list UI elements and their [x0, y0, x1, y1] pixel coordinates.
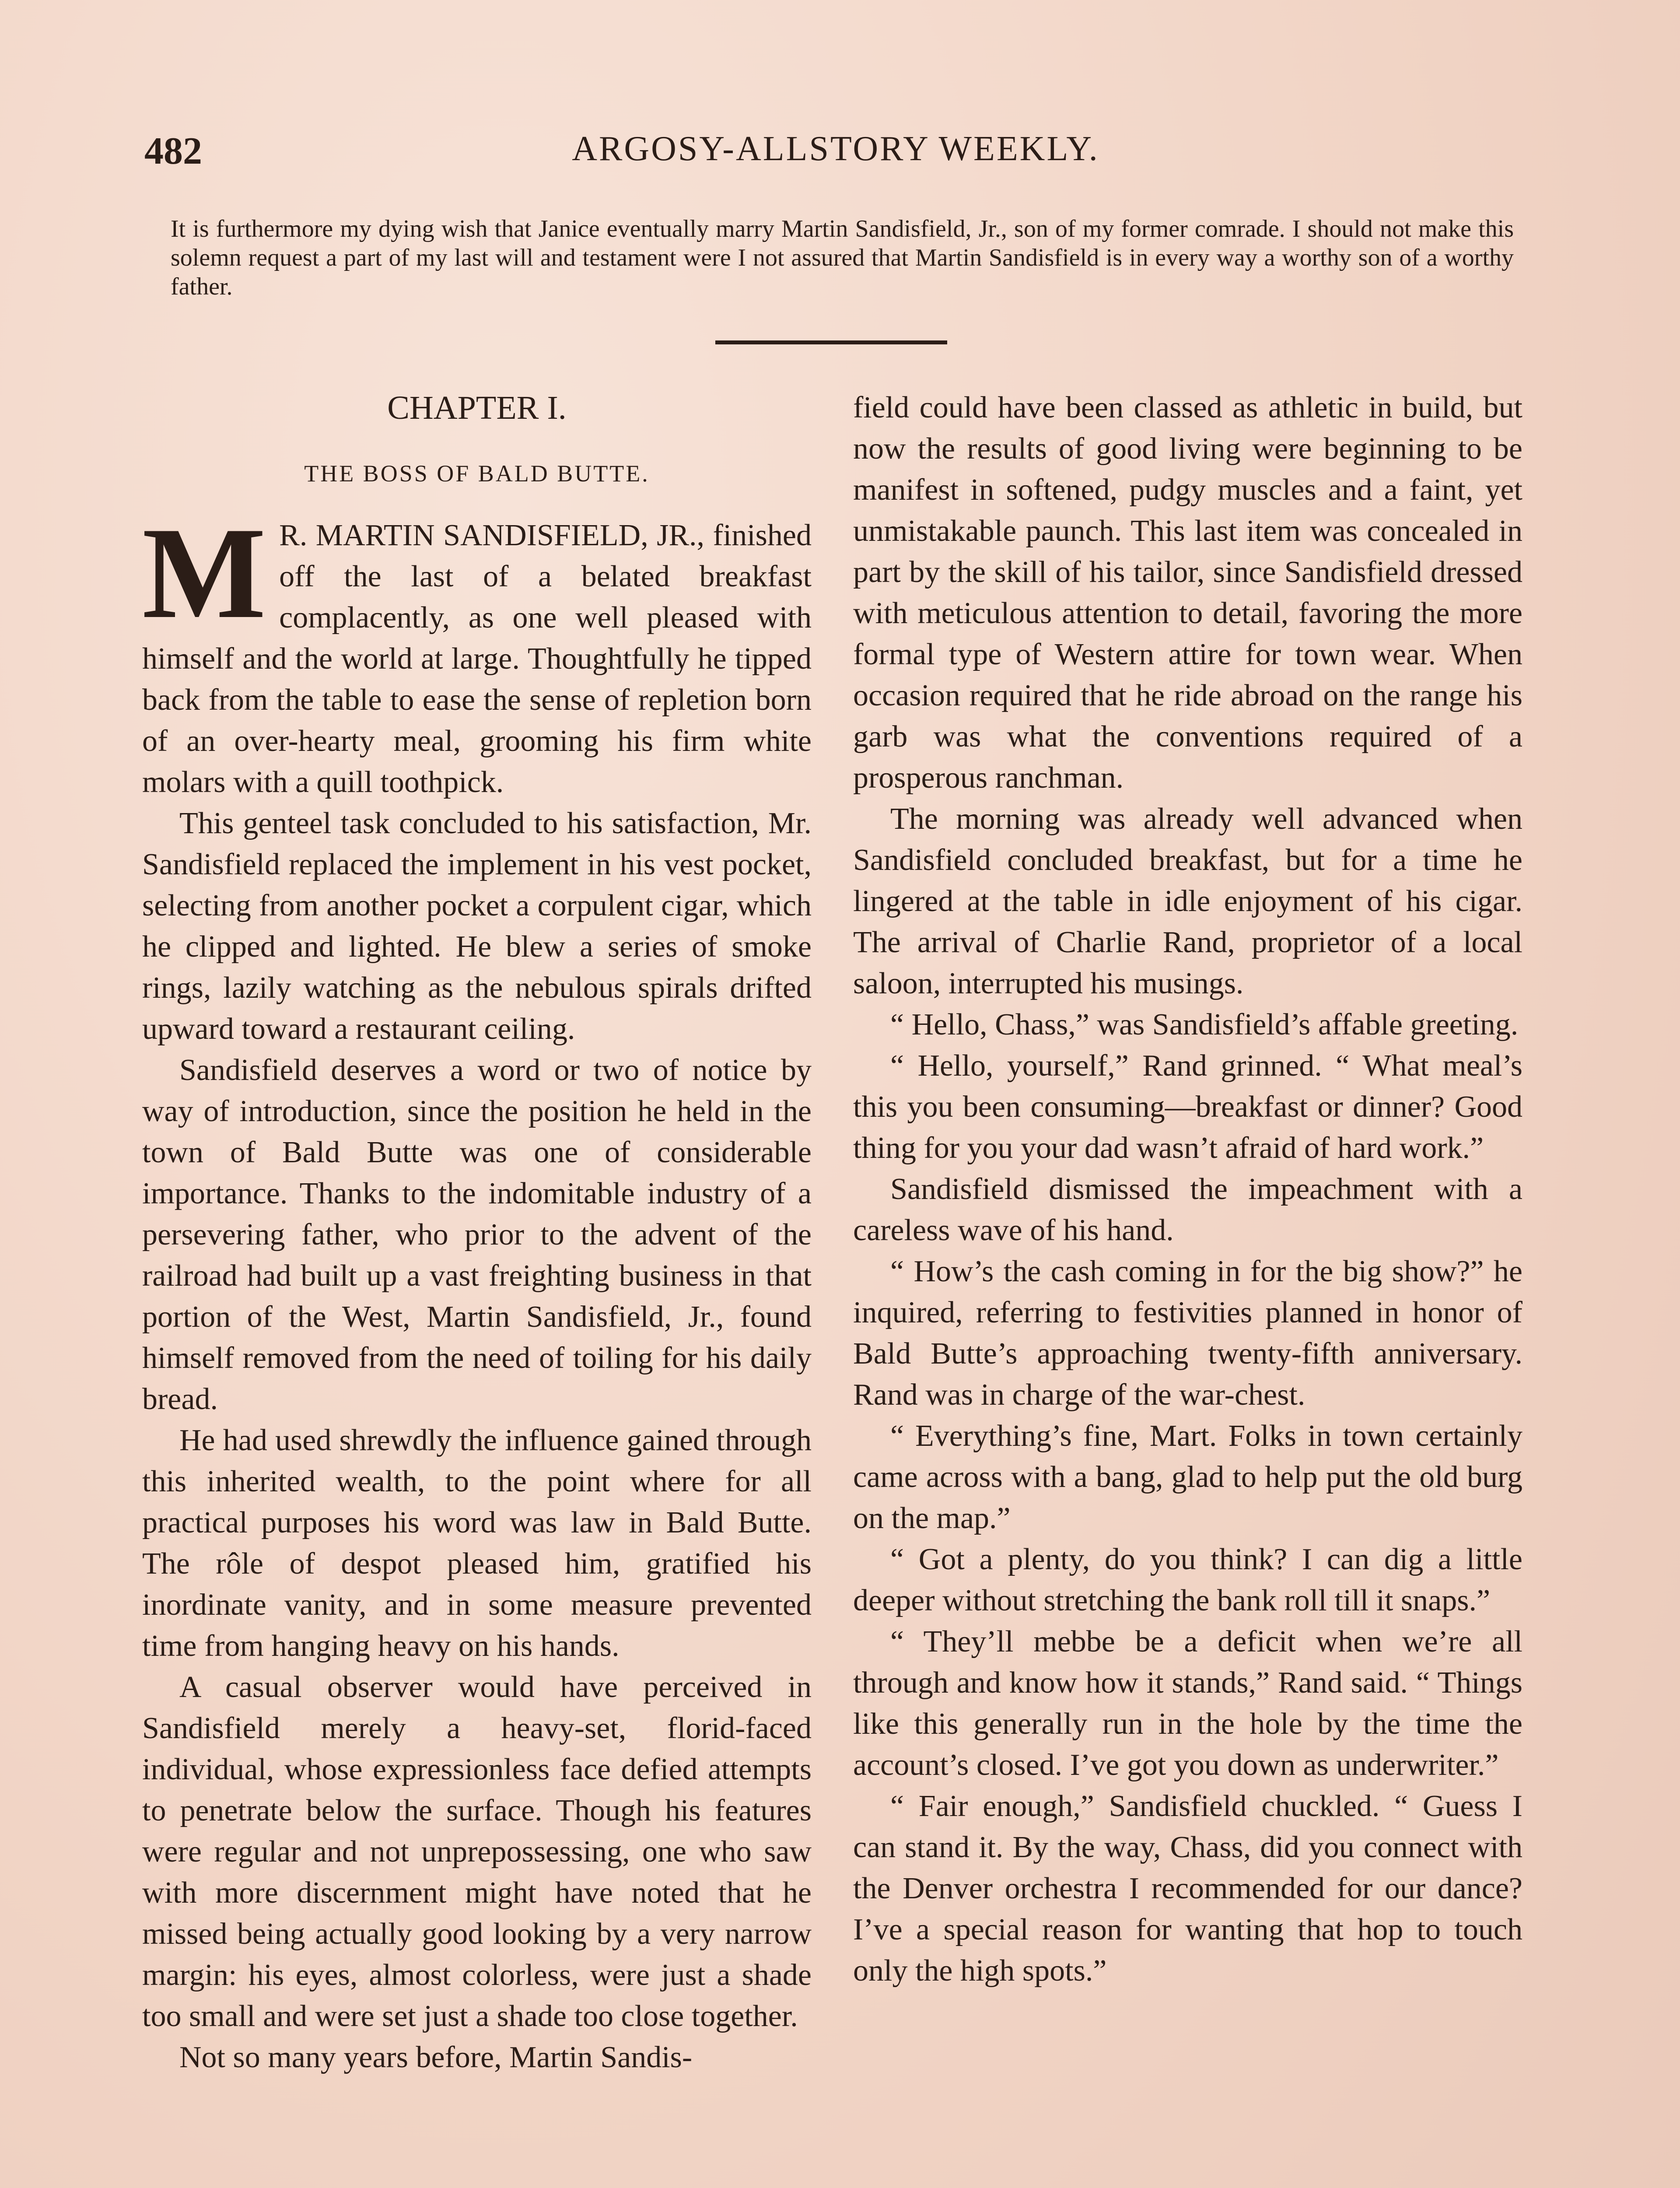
chapter-title: CHAPTER I. [387, 389, 567, 426]
paragraph: Sandisfield deserves a word or two of notice by way of introduction, since the position he held in the town of Bald Butte was one of considerable importance. Thanks to the indomitable industry of a persevering father, who prior to the advent of the railroad had built up a vast freighting business in that portion of the West, Martin Sandisfield, Jr., found himself removed from the need of toiling for his daily bread. [142, 1053, 812, 1416]
paragraph: “ They’ll mebbe be a deficit when we’re all through and know how it stands,” Rand said. “ Things like this generally run in the hole by the time the account’s closed. I’ve got you down as underwriter.” [853, 1625, 1522, 1782]
page-header [144, 129, 1527, 182]
paragraph: “ Fair enough,” Sandisfield chuckled. “ Guess I can stand it. By the way, Chass, did you connect with the Denver orchestra I recommended for our dance? I’ve a special reason for wanting that hop to touch only the high spots.” [853, 1789, 1522, 1988]
paragraph: “ Everything’s fine, Mart. Folks in town certainly came across with a bang, glad to help put the old burg on the map.” [853, 1419, 1522, 1535]
page-number: 482 [144, 130, 202, 172]
left-column [142, 387, 812, 2078]
chapter-subtitle: THE BOSS OF BALD BUTTE. [304, 460, 650, 487]
right-column [853, 387, 1522, 1992]
epigraph: It is furthermore my dying wish that Janice eventually marry Martin Sandisfield, Jr., son of my former comrade. I should not make this solemn request a part of my last will and testament were I not assured that Martin Sandisfield is in every way a worthy son of a worthy father. [171, 215, 1514, 300]
paragraph: A casual observer would have perceived in Sandisfield merely a heavy-set, florid-faced individual, whose expressionless face defied attempts to penetrate below the surface. Though his features were regular and not unprepossessing, one who saw with more discernment might have noted that he missed being actually good looking by a very narrow margin: his eyes, almost colorless, were just a shade too small and were set just a shade too close together. [142, 1670, 812, 2033]
paragraph: “ Hello, yourself,” Rand grinned. “ What meal’s this you been consuming—breakfast or dinner? Good thing for you your dad wasn’t afraid of hard work.” [853, 1049, 1522, 1165]
section-rule [715, 340, 947, 344]
running-head: ARGOSY-ALLSTORY WEEKLY. [572, 130, 1099, 168]
opening-paragraph [142, 500, 812, 803]
opening-paragraph-text: R. MARTIN SANDISFIELD, JR., finished off the last of a belated breakfast complacently, as one well pleased with himself and the world at large. Thoughtfully he tipped back from the table to ease the sense of repletion born of an over-hearty meal, grooming his firm white molars with a quill toothpick. [142, 519, 812, 799]
paragraph: The morning was already well advanced when Sandisfield concluded breakfast, but for a time he lingered at the table in idle enjoyment of his cigar. The arrival of Charlie Rand, proprietor of a local saloon, interrupted his musings. [853, 802, 1522, 1000]
paragraph: He had used shrewdly the influence gained through this inherited wealth, to the point where for all practical purposes his word was law in Bald Butte. The rôle of despot pleased him, gratified his inordinate vanity, and in some measure prevented time from hanging heavy on his hands. [142, 1424, 812, 1663]
paragraph: This genteel task concluded to his satisfaction, Mr. Sandisfield replaced the implement in his vest pocket, selecting from another pocket a corpulent cigar, which he clipped and lighted. He blew a series of smoke rings, lazily watching as the nebulous spirals drifted upward toward a restaurant ceiling. [142, 806, 812, 1046]
paragraph: Not so many years before, Martin Sandis- [179, 2041, 693, 2074]
drop-cap: M [142, 500, 266, 645]
paragraph: “ Hello, Chass,” was Sandisfield’s affable greeting. [890, 1008, 1519, 1041]
paragraph: “ Got a plenty, do you think? I can dig a little deeper without stretching the bank roll till it snaps.” [853, 1543, 1522, 1617]
continued-paragraph: field could have been classed as athletic in build, but now the results of good living were beginning to be manifest in softened, pudgy muscles and a faint, yet unmistakable paunch. This last item was concealed in part by the skill of his tailor, since Sandisfield dressed with meticulous attention to detail, favoring the more formal type of Western attire for town wear. When occasion required that he ride abroad on the range his garb was what the conventions required of a prosperous ranchman. [853, 391, 1522, 795]
paragraph: “ How’s the cash coming in for the big show?” he inquired, referring to festivities planned in honor of Bald Butte’s approaching twenty-fifth anniversary. Rand was in charge of the war-chest. [853, 1255, 1522, 1412]
paragraph: Sandisfield dismissed the impeachment with a careless wave of his hand. [853, 1172, 1522, 1247]
